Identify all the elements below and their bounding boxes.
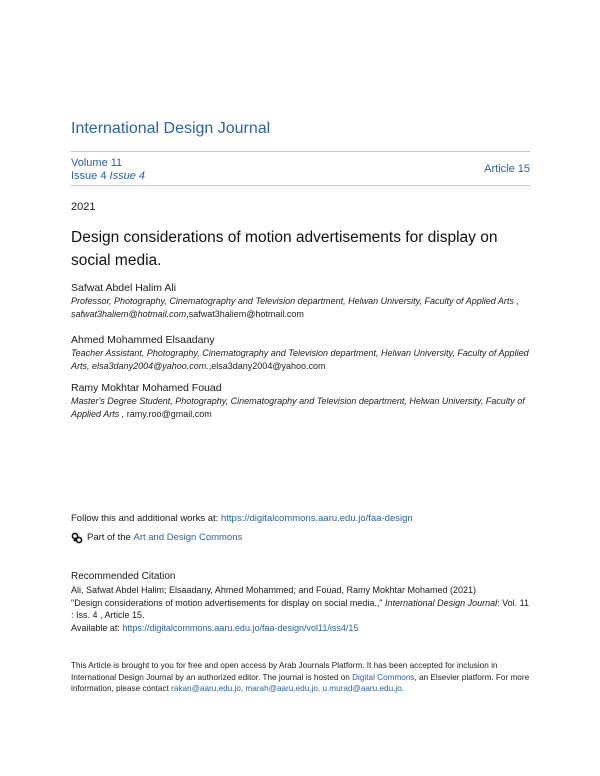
article-number[interactable]: Article 15: [484, 163, 530, 175]
author-block: [71, 381, 531, 420]
author-email: safwat3haliem@hotmail.com: [188, 308, 304, 319]
journal-title[interactable]: International Design Journal: [71, 120, 271, 137]
author-name: Ramy Mokhtar Mohamed Fouad: [71, 382, 222, 394]
footer-text-3: .: [401, 684, 405, 693]
citation-title: "Design considerations of motion advertisements for display on social media.,": [71, 597, 386, 608]
author-name: Safwat Abdel Halim Ali: [71, 282, 177, 294]
affiliation-text: Teacher Assistant, Photography, Cinematography and Television department, Helwan University, Faculty of Applied Arts: [71, 348, 529, 371]
issue-label[interactable]: [71, 170, 145, 183]
year: 2021: [71, 201, 96, 213]
citation-journal: International Design Journal: [385, 597, 498, 608]
author-email-italic: elsa3dany2004@yahoo.com.: [92, 360, 209, 371]
follow-link[interactable]: https://digitalcommons.aaru.edu.jo/faa-design: [220, 513, 413, 524]
available-link[interactable]: https://digitalcommons.aaru.edu.jo/faa-design/vol11/iss4/15: [122, 622, 359, 633]
part-of-link[interactable]: Art and Design Commons: [133, 532, 243, 543]
volume-issue[interactable]: [71, 157, 145, 183]
divider-top: [71, 151, 530, 152]
divider-bottom: [71, 185, 530, 186]
follow-text: Follow this and additional works at:: [71, 513, 221, 524]
footer-text: This Article is brought to you for free and open access by Arab Journals Platform. It has been accepted for inclusion in International Design Journal by an authorized editor. The journal is hosted on: [71, 661, 498, 682]
author-block: [71, 333, 531, 372]
author-affiliation: Professor, Photography, Cinematography and Television department, Helwan University, Faculty of Applied Arts , safwat3haliem@hotmail.com,safwat3haliem@hotmail.com: [71, 296, 519, 319]
part-of-prefix: Part of the: [87, 532, 131, 543]
affiliation-text: Master's Degree Student, Photography, Cinematography and Television department, Helwan University, Faculty of Applied Arts: [71, 396, 525, 419]
issue-italic[interactable]: Issue 4: [109, 170, 145, 182]
issue-plain[interactable]: Issue 4: [71, 170, 110, 182]
contact-emails-link[interactable]: rakan@aaru.edu.jo, marah@aaru.edu.jo, u.murad@aaru.edu.jo: [171, 684, 402, 693]
paper-title: Design considerations of motion advertisements for display on social media.: [71, 229, 498, 269]
follow-line: [71, 512, 413, 525]
footer-notice: [71, 660, 541, 695]
author-block: [71, 281, 531, 320]
affiliation-text: Professor, Photography, Cinematography and Television department, Helwan University, Faculty of Applied Arts: [71, 296, 514, 306]
author-name: Ahmed Mohammed Elsaadany: [71, 334, 215, 346]
author-email: elsa3dany2004@yahoo.com: [211, 360, 326, 371]
author-affiliation: Master's Degree Student, Photography, Cinematography and Television department, Helwan University, Faculty of Applied Arts , ramy.roo@gmail.com: [71, 396, 525, 419]
part-of-line: [71, 531, 242, 544]
citation-body: [71, 584, 533, 634]
digital-commons-link[interactable]: Digital Commons: [352, 672, 415, 682]
author-email: ramy.roo@gmail.com: [126, 408, 212, 419]
citation-authors: Ali, Safwat Abdel Halim; Elsaadany, Ahmed Mohammed; and Fouad, Ramy Mokhtar Mohamed (2021): [71, 585, 477, 595]
available-label: Available at:: [71, 622, 123, 633]
citation-heading: Recommended Citation: [71, 571, 176, 582]
citation-title-line: [71, 597, 533, 622]
footer-text-2: , an Elsevier platform. For more information, please contact: [71, 672, 530, 693]
citation-available: [71, 622, 533, 635]
author-affiliation: Teacher Assistant, Photography, Cinematography and Television department, Helwan University, Faculty of Applied Arts, elsa3dany2004@yahoo.com.,elsa3dany2004@yahoo.com: [71, 348, 529, 371]
volume-label[interactable]: Volume 11: [71, 157, 123, 169]
author-email-italic: safwat3haliem@hotmail.com: [71, 308, 187, 319]
commons-network-icon: [71, 532, 83, 544]
citation-sep: :: [497, 597, 503, 608]
citation-volume: Vol. 11 : Iss. 4 , Article 15.: [71, 597, 529, 621]
